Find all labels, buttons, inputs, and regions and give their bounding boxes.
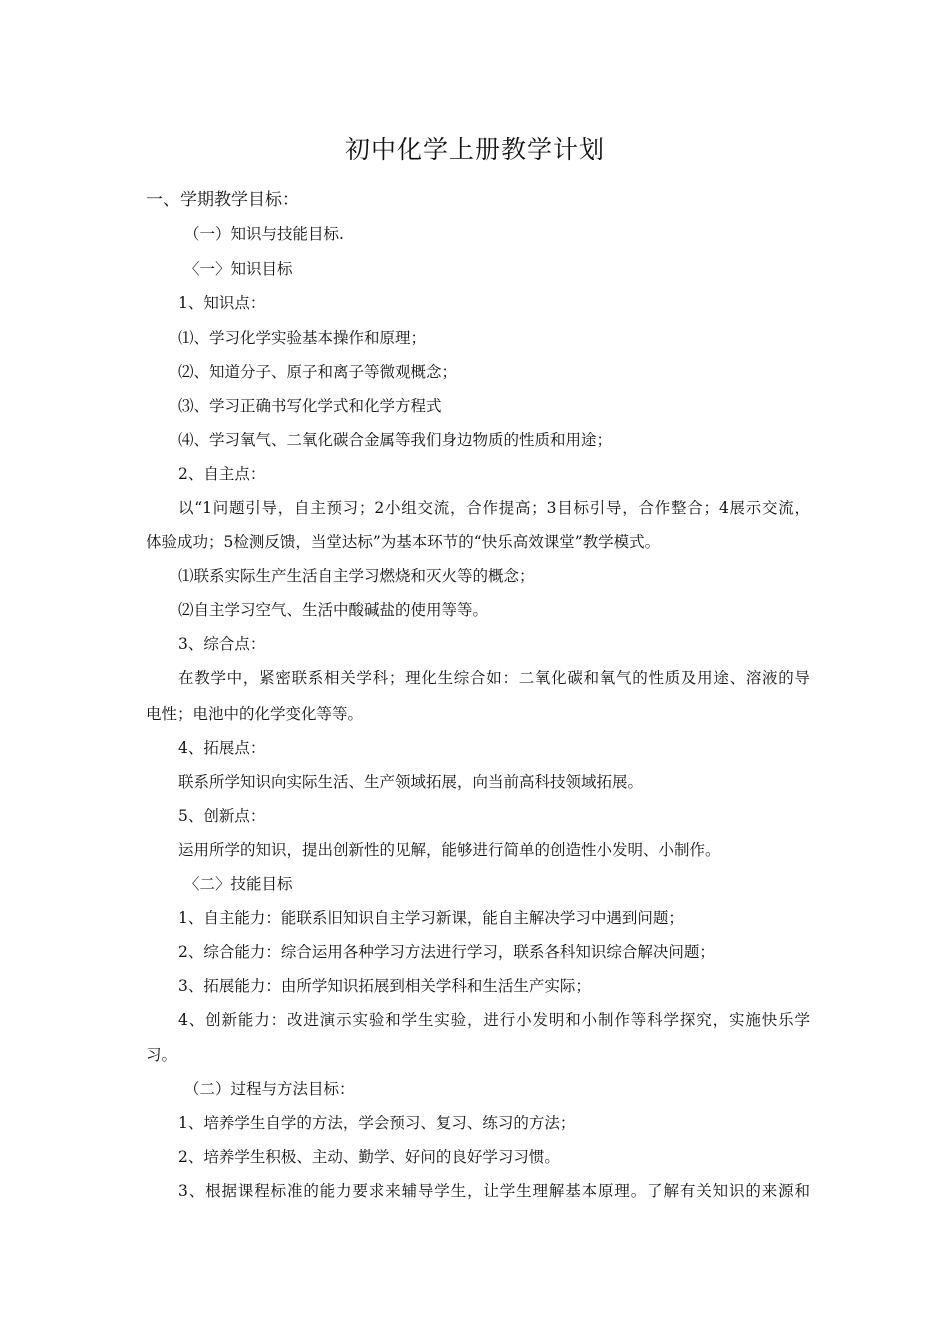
list-item: 1、自主能力：能联系旧知识自主学习新课，能自主解决学习中遇到问题； <box>178 909 684 927</box>
list-item: 3、拓展能力：由所学知识拓展到相关学科和生活生产实际； <box>178 977 591 995</box>
list-item: ⑴联系实际生产生活自主学习燃烧和灭火等的概念； <box>178 567 535 585</box>
list-item: ⑷、学习氧气、二氧化碳合金属等我们身边物质的性质和用途； <box>178 431 613 449</box>
list-item: ⑶、学习正确书写化学式和化学方程式 <box>178 397 442 415</box>
list-item: ⑵、知道分子、原子和离子等微观概念； <box>178 363 458 381</box>
paragraph-line: 联系所学知识向实际生活、生产领域拓展，向当前高科技领域拓展。 <box>178 773 644 791</box>
item-heading: 3、综合点： <box>178 635 266 653</box>
list-item: ⑵自主学习空气、生活中酸碱盐的使用等等。 <box>178 601 489 619</box>
paragraph-line: 以“1问题引导，自主预习；2小组交流，合作提高；3目标引导，合作整合；4展示交流， <box>178 499 810 517</box>
list-item: 2、综合能力：综合运用各种学习方法进行学习，联系各科知识综合解决问题； <box>178 943 715 961</box>
item-heading: 4、拓展点： <box>178 739 266 757</box>
item-heading: 5、创新点： <box>178 807 266 825</box>
subsection-heading: （一）知识与技能目标. <box>184 225 344 243</box>
item-heading: 2、自主点： <box>178 465 266 483</box>
paragraph-line: 习。 <box>146 1046 178 1064</box>
subsection-heading: 〈二〉技能目标 <box>184 875 293 893</box>
paragraph-line: 在教学中，紧密联系相关学科；理化生综合如：二氧化碳和氧气的性质及用途、溶液的导 <box>178 669 810 687</box>
subsection-heading: 〈一〉知识目标 <box>184 260 293 278</box>
list-item: 2、培养学生积极、主动、勤学、好问的良好学习习惯。 <box>178 1148 560 1166</box>
list-item: ⑴、学习化学实验基本操作和原理； <box>178 329 427 347</box>
list-item: 3、根据课程标准的能力要求来辅导学生，让学生理解基本原理。了解有关知识的来源和 <box>178 1182 810 1200</box>
section-heading: 一、学期教学目标： <box>146 190 299 210</box>
paragraph-line: 运用所学的知识，提出创新性的见解，能够进行简单的创造性小发明、小制作。 <box>178 841 721 859</box>
item-heading: 1、知识点： <box>178 294 266 312</box>
list-item: 4、创新能力：改进演示实验和学生实验，进行小发明和小制作等科学探究，实施快乐学 <box>178 1011 810 1029</box>
subsection-heading: （二）过程与方法目标： <box>184 1080 355 1098</box>
paragraph-line: 体验成功；5检测反馈，当堂达标”为基本环节的“快乐高效课堂”教学模式。 <box>146 533 661 551</box>
list-item: 1、培养学生自学的方法，学会预习、复习、练习的方法； <box>178 1114 576 1132</box>
document-title: 初中化学上册教学计划 <box>344 135 605 164</box>
paragraph-line: 电性；电池中的化学变化等等。 <box>146 705 364 723</box>
